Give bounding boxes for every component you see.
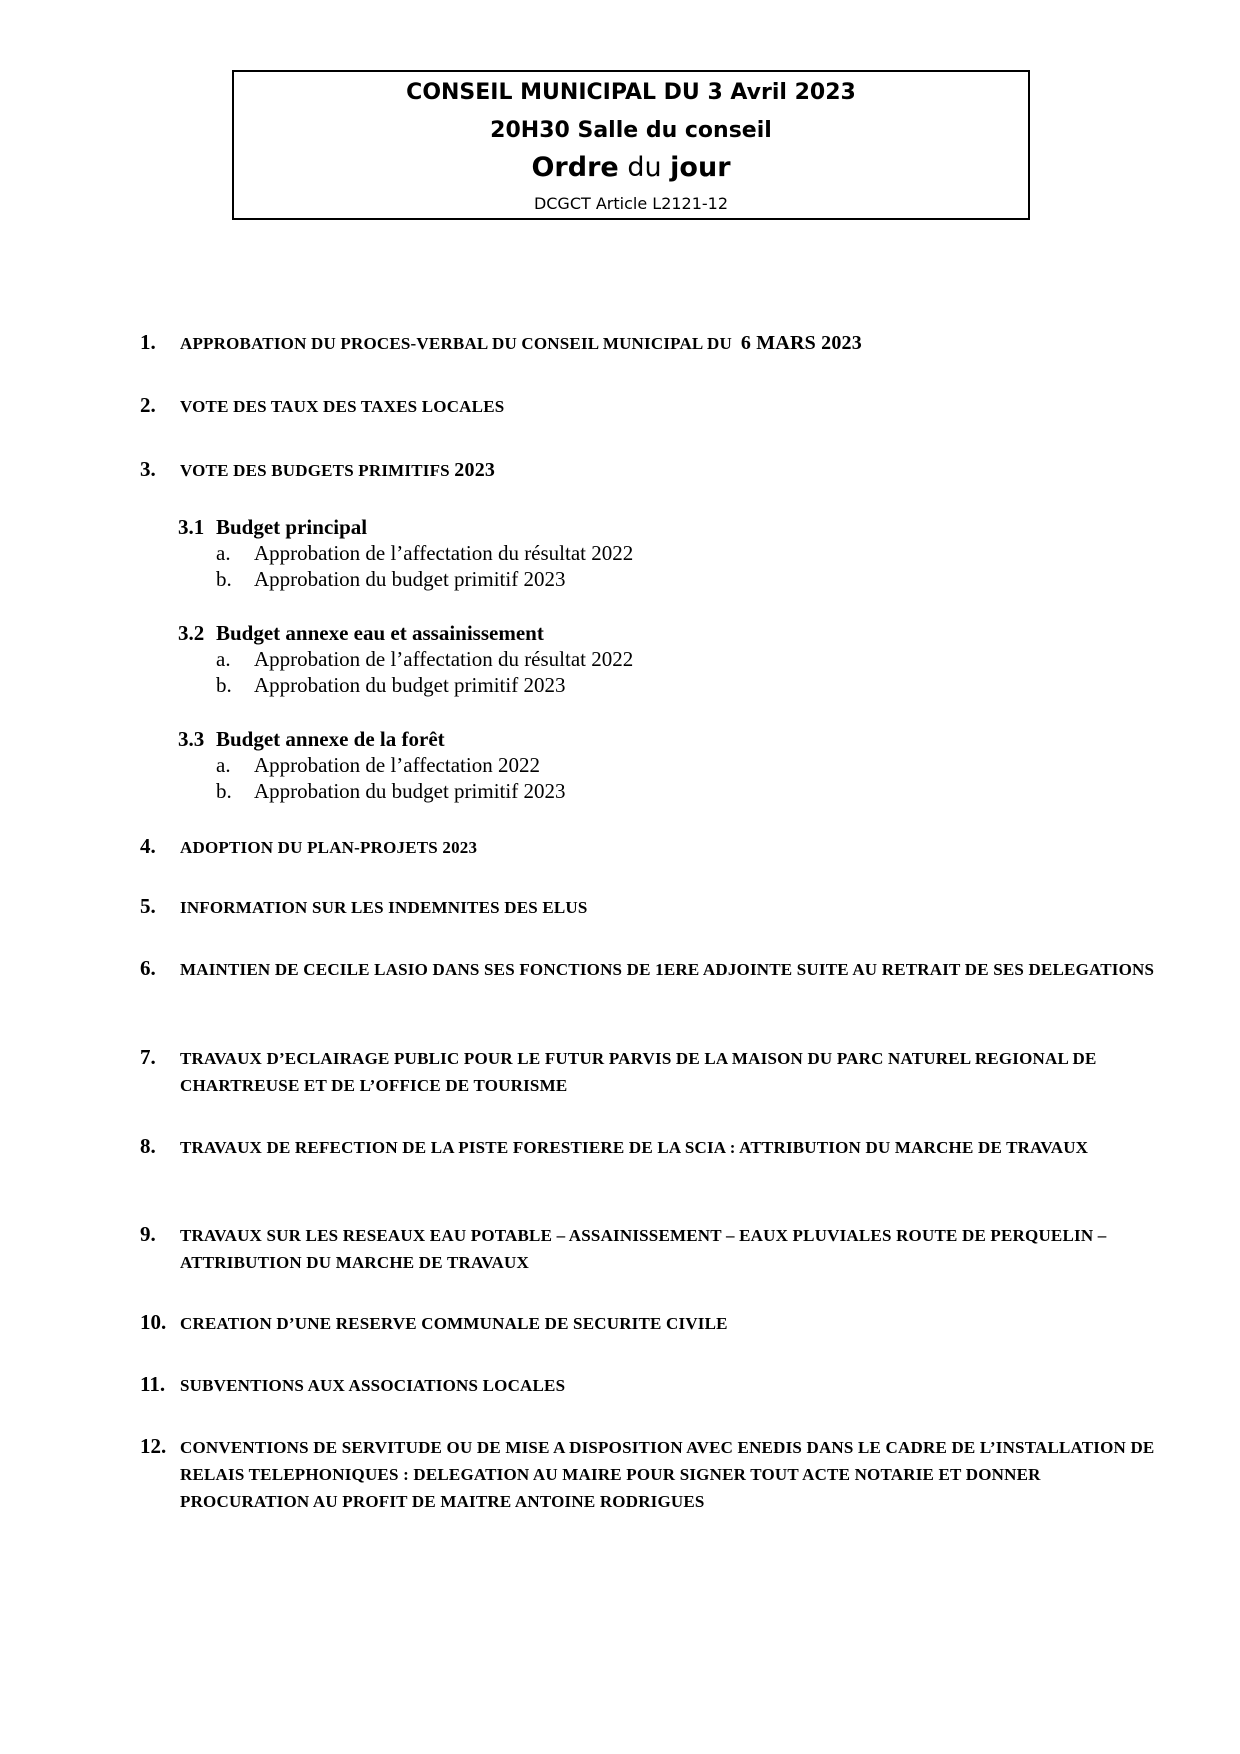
item-text-date: 6 MARS 2023 — [740, 332, 862, 354]
item-text: MAINTIEN DE CECILE LASIO DANS SES FONCTIONS DE 1ERE ADJOINTE SUITE AU RETRAIT DE SES DELEGATIONS — [180, 960, 1155, 979]
budget-number: 3.1 — [178, 515, 205, 539]
item-number: 9. — [140, 1222, 156, 1246]
budget-name: Budget annexe de la forêt — [216, 727, 445, 751]
meeting-time-place: 20H30 Salle du conseil — [490, 118, 772, 143]
item-number: 11. — [140, 1372, 166, 1396]
subitem-letter: b. — [216, 779, 232, 803]
item-number: 7. — [140, 1045, 156, 1069]
budget-subitem — [178, 752, 1078, 778]
agenda-item — [140, 1134, 1160, 1161]
item-number: 1. — [140, 330, 156, 354]
item-number: 10. — [140, 1310, 167, 1334]
subitem-text: Approbation de l’affectation 2022 — [254, 753, 540, 777]
subitem-letter: a. — [216, 753, 231, 777]
item-number: 2. — [140, 393, 156, 417]
budget-section — [178, 514, 1078, 592]
item-text: CREATION D’UNE RESERVE COMMUNALE DE SECURITE CIVILE — [180, 1314, 728, 1333]
item-text: VOTE DES TAUX DES TAXES LOCALES — [180, 397, 505, 416]
budget-subitem — [178, 566, 1078, 592]
legal-reference: DCGCT Article L2121-12 — [533, 194, 729, 213]
subitem-text: Approbation de l’affectation du résultat 2022 — [254, 647, 634, 671]
budget-title — [178, 514, 1078, 540]
budget-subitem — [178, 646, 1078, 672]
agenda-item — [140, 956, 1160, 983]
item-text-year: 2023 — [454, 459, 496, 481]
item-text: TRAVAUX D’ECLAIRAGE PUBLIC POUR LE FUTUR PARVIS DE LA MAISON DU PARC NATUREL REGIONAL DE CHARTREUSE ET DE L’OFFICE DE TOURISME — [180, 1049, 1097, 1095]
item-number: 5. — [140, 894, 156, 918]
budget-number: 3.2 — [178, 621, 205, 645]
subitem-letter: a. — [216, 541, 231, 565]
subitem-text: Approbation du budget primitif 2023 — [254, 673, 566, 697]
item-text: CONVENTIONS DE SERVITUDE OU DE MISE A DISPOSITION AVEC ENEDIS DANS LE CADRE DE L’INSTALLATION DE RELAIS TELEPHONIQUES : DELEGATION AU MAIRE POUR SIGNER TOUT ACTE NOTARIE ET DONNER PROCURATION AU PROFIT DE MAITRE ANTOINE RODRIGUES — [180, 1438, 1155, 1511]
budget-name: Budget annexe eau et assainissement — [216, 621, 544, 645]
agenda-title-word-3: jour — [670, 152, 731, 183]
budget-section — [178, 726, 1078, 804]
agenda-item — [140, 393, 1160, 420]
budget-name: Budget principal — [216, 515, 368, 539]
item-number: 6. — [140, 956, 156, 980]
subitem-text: Approbation de l’affectation du résultat 2022 — [254, 541, 634, 565]
meeting-title: CONSEIL MUNICIPAL DU 3 Avril 2023 — [406, 80, 856, 105]
agenda-item — [140, 834, 1160, 861]
budget-title — [178, 726, 1078, 752]
item-number: 12. — [140, 1434, 167, 1458]
subitem-text: Approbation du budget primitif 2023 — [254, 567, 566, 591]
agenda-title-word-2: du — [627, 152, 662, 183]
item-number: 3. — [140, 457, 156, 481]
budget-subitem — [178, 778, 1078, 804]
agenda-item — [140, 894, 1160, 921]
budget-number: 3.3 — [178, 727, 205, 751]
subitem-letter: b. — [216, 567, 232, 591]
item-text-main: APPROBATION DU PROCES-VERBAL DU CONSEIL MUNICIPAL DU — [180, 334, 732, 353]
budget-subitem — [178, 672, 1078, 698]
agenda-item — [140, 1045, 1160, 1099]
item-text: INFORMATION SUR LES INDEMNITES DES ELUS — [180, 898, 588, 917]
header-box — [232, 70, 1030, 220]
item-text: SUBVENTIONS AUX ASSOCIATIONS LOCALES — [180, 1376, 566, 1395]
agenda-item — [140, 457, 1160, 484]
item-text: TRAVAUX SUR LES RESEAUX EAU POTABLE – ASSAINISSEMENT – EAUX PLUVIALES ROUTE DE PERQUELIN – ATTRIBUTION DU MARCHE DE TRAVAUX — [180, 1226, 1107, 1272]
agenda-title — [234, 152, 1028, 183]
agenda-item — [140, 1310, 1160, 1337]
agenda-title-word-1: Ordre — [531, 152, 619, 183]
item-number: 8. — [140, 1134, 156, 1158]
subitem-letter: b. — [216, 673, 232, 697]
item-text — [180, 330, 1160, 357]
item-text: ADOPTION DU PLAN-PROJETS 2023 — [180, 838, 478, 857]
agenda-item — [140, 1222, 1160, 1276]
agenda-item — [140, 1372, 1160, 1399]
subitem-text: Approbation du budget primitif 2023 — [254, 779, 566, 803]
item-text: TRAVAUX DE REFECTION DE LA PISTE FORESTIERE DE LA SCIA : ATTRIBUTION DU MARCHE DE TRAVAUX — [180, 1138, 1089, 1157]
budget-section — [178, 620, 1078, 698]
item-text-main: VOTE DES BUDGETS PRIMITIFS — [180, 461, 450, 480]
agenda-item — [140, 330, 1160, 357]
agenda-item — [140, 1434, 1160, 1515]
budget-title — [178, 620, 1078, 646]
budget-subitem — [178, 540, 1078, 566]
item-number: 4. — [140, 834, 156, 858]
item-text — [180, 457, 1160, 484]
subitem-letter: a. — [216, 647, 231, 671]
